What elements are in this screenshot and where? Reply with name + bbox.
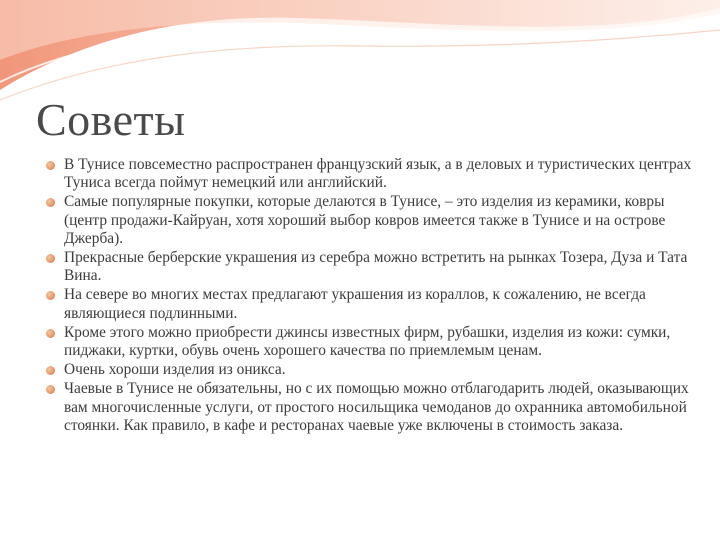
bullet-icon xyxy=(46,366,55,375)
bullet-icon xyxy=(46,254,55,263)
bullet-icon xyxy=(46,198,55,207)
bullet-text: Кроме этого можно приобрести джинсы известных фирм, рубашки, изделия из кожи: сумки, пиджаки, куртки, обувь очень хорошего качества по приемлемым ценам. xyxy=(64,323,671,360)
bullet-icon xyxy=(46,385,55,394)
bullet-icon xyxy=(46,329,55,338)
bullet-list xyxy=(46,156,696,436)
bullet-text: Прекрасные берберские украшения из серебра можно встретить на рынках Тозера, Дуза и Тата Вина. xyxy=(64,249,688,285)
bullet-item xyxy=(46,249,696,285)
bullet-item xyxy=(46,193,696,248)
bullet-item xyxy=(46,156,696,192)
bullet-item xyxy=(46,380,696,435)
slide-title: Советы xyxy=(36,94,186,145)
bullet-icon xyxy=(46,161,55,170)
bullet-text: Самые популярные покупки, которые делаются в Тунисе, – это изделия из керамики, ковры (центр продажи-Кайруан, хотя хороший выбор ковров имеется также в Тунисе и на острове Джерба). xyxy=(64,193,666,247)
bullet-text: Очень хороши изделия из оникса. xyxy=(64,361,286,379)
bullet-item xyxy=(46,324,696,360)
bullet-text: На севере во многих местах предлагают украшения из кораллов, к сожалению, не всегда являющиеся подлинными. xyxy=(64,286,646,322)
bullet-icon xyxy=(46,291,55,300)
bullet-text: Чаевые в Тунисе не обязательны, но с их помощью можно отблагодарить людей, оказывающих вам многочисленные услуги, от простого носильщика чемоданов до охранника автомобильной стоянки. Как правило, в кафе и ресторанах чаевые уже включены в стоимость заказа. xyxy=(64,380,689,434)
bullet-item xyxy=(46,361,696,379)
bullet-text: В Тунисе повсеместно распространен французский язык, а в деловых и туристических центрах Туниса всегда поймут немецкий или английский. xyxy=(64,156,692,192)
bullet-item xyxy=(46,286,696,322)
